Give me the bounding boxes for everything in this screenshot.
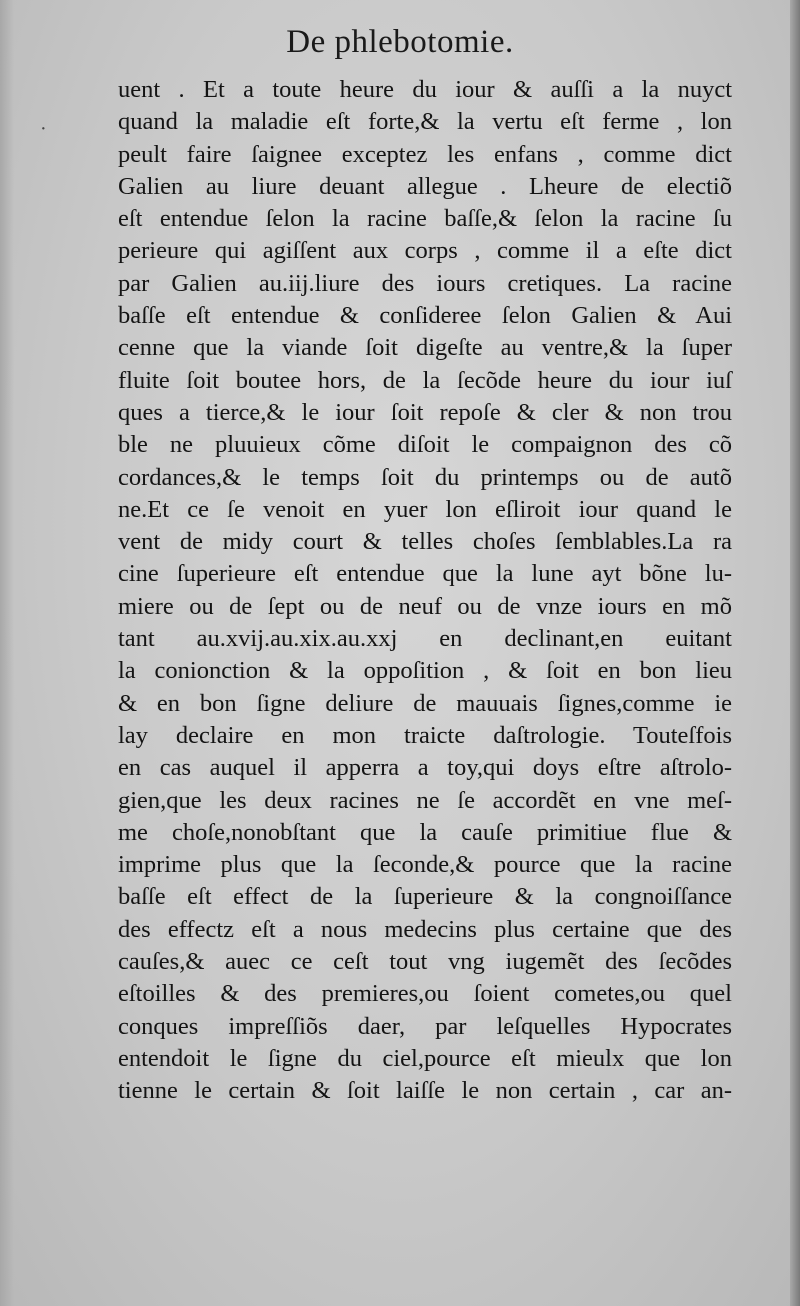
text-line: Galien au liure deuant allegue . Lheure de electiõ (118, 172, 732, 200)
text-line: perieure qui agiſſent aux corps , comme il a eſte dict (118, 237, 732, 265)
text-line: uent . Et a toute heure du iour & auſſi a la nuyct (118, 76, 732, 103)
text-line: imprime plus que la ſeconde,& pource que la racine (118, 851, 732, 879)
text-line: par Galien au.iij.liure des iours cretiques. La racine (118, 269, 732, 297)
running-head: De phlebotomie. (286, 24, 514, 60)
text-line: ble ne pluuieux cõme diſoit le compaignon des cõ (118, 431, 732, 459)
text-line: peult faire ſaignee exceptez les enfans , comme dict (118, 140, 732, 168)
text-line: quand la maladie eſt forte,& la vertu eſt ferme , lon (118, 108, 732, 136)
text-line: vent de midy court & telles choſes ſemblables.La ra (118, 528, 732, 556)
text-line: miere ou de ſept ou de neuf ou de vnze iours en mõ (118, 592, 732, 620)
text-line: & en bon ſigne deliure de mauuais ſignes,comme ie (118, 689, 732, 717)
page-left-shadow (0, 0, 14, 1306)
text-line: me choſe,nonobſtant que la cauſe primitiue flue & (118, 818, 732, 846)
text-line: ne.Et ce ſe venoit en yuer lon eſliroit iour quand le (118, 495, 732, 523)
page-right-edge (790, 0, 800, 1306)
text-line: cordances,& le temps ſoit du printemps ou de autõ (118, 463, 732, 491)
text-line: cauſes,& auec ce ceſt tout vng iugemẽt des ſecõdes (118, 948, 732, 976)
text-line: gien,que les deux racines ne ſe accordẽt en vne meſ- (118, 786, 732, 814)
text-line: des effectz eſt a nous medecins plus certaine que des (118, 915, 732, 943)
text-block (118, 74, 732, 1108)
text-line: cenne que la viande ſoit digeſte au ventre,& la ſuper (118, 334, 732, 362)
margin-mark: · (40, 118, 47, 140)
text-line: la conionction & la oppoſition , & ſoit en bon lieu (118, 657, 732, 685)
text-line: baſſe eſt effect de la ſuperieure & la congnoiſſance (118, 883, 732, 911)
text-line: lay declaire en mon traicte daſtrologie. Touteſfois (118, 721, 732, 749)
text-line: en cas auquel il apperra a toy,qui doys eſtre aſtrolo- (118, 754, 732, 782)
text-line: tant au.xvij.au.xix.au.xxj en declinant,en euitant (118, 625, 732, 653)
text-line: entendoit le ſigne du ciel,pource eſt mieulx que lon (118, 1044, 732, 1072)
text-line: tienne le certain & ſoit laiſſe le non certain , car an- (118, 1077, 732, 1105)
text-line: conques impreſſiõs daer, par leſquelles Hypocrates (118, 1012, 732, 1040)
text-line: eſtoilles & des premieres,ou ſoient cometes,ou quel (118, 980, 732, 1008)
text-line: eſt entendue ſelon la racine baſſe,& ſelon la racine ſu (118, 205, 732, 233)
text-line: fluite ſoit boutee hors, de la ſecõde heure du iour iuſ (118, 366, 732, 394)
text-line: ques a tierce,& le iour ſoit repoſe & cler & non trou (118, 398, 732, 426)
text-line: baſſe eſt entendue & conſideree ſelon Galien & Aui (118, 302, 732, 330)
text-line: cine ſuperieure eſt entendue que la lune ayt bõne lu- (118, 560, 732, 588)
